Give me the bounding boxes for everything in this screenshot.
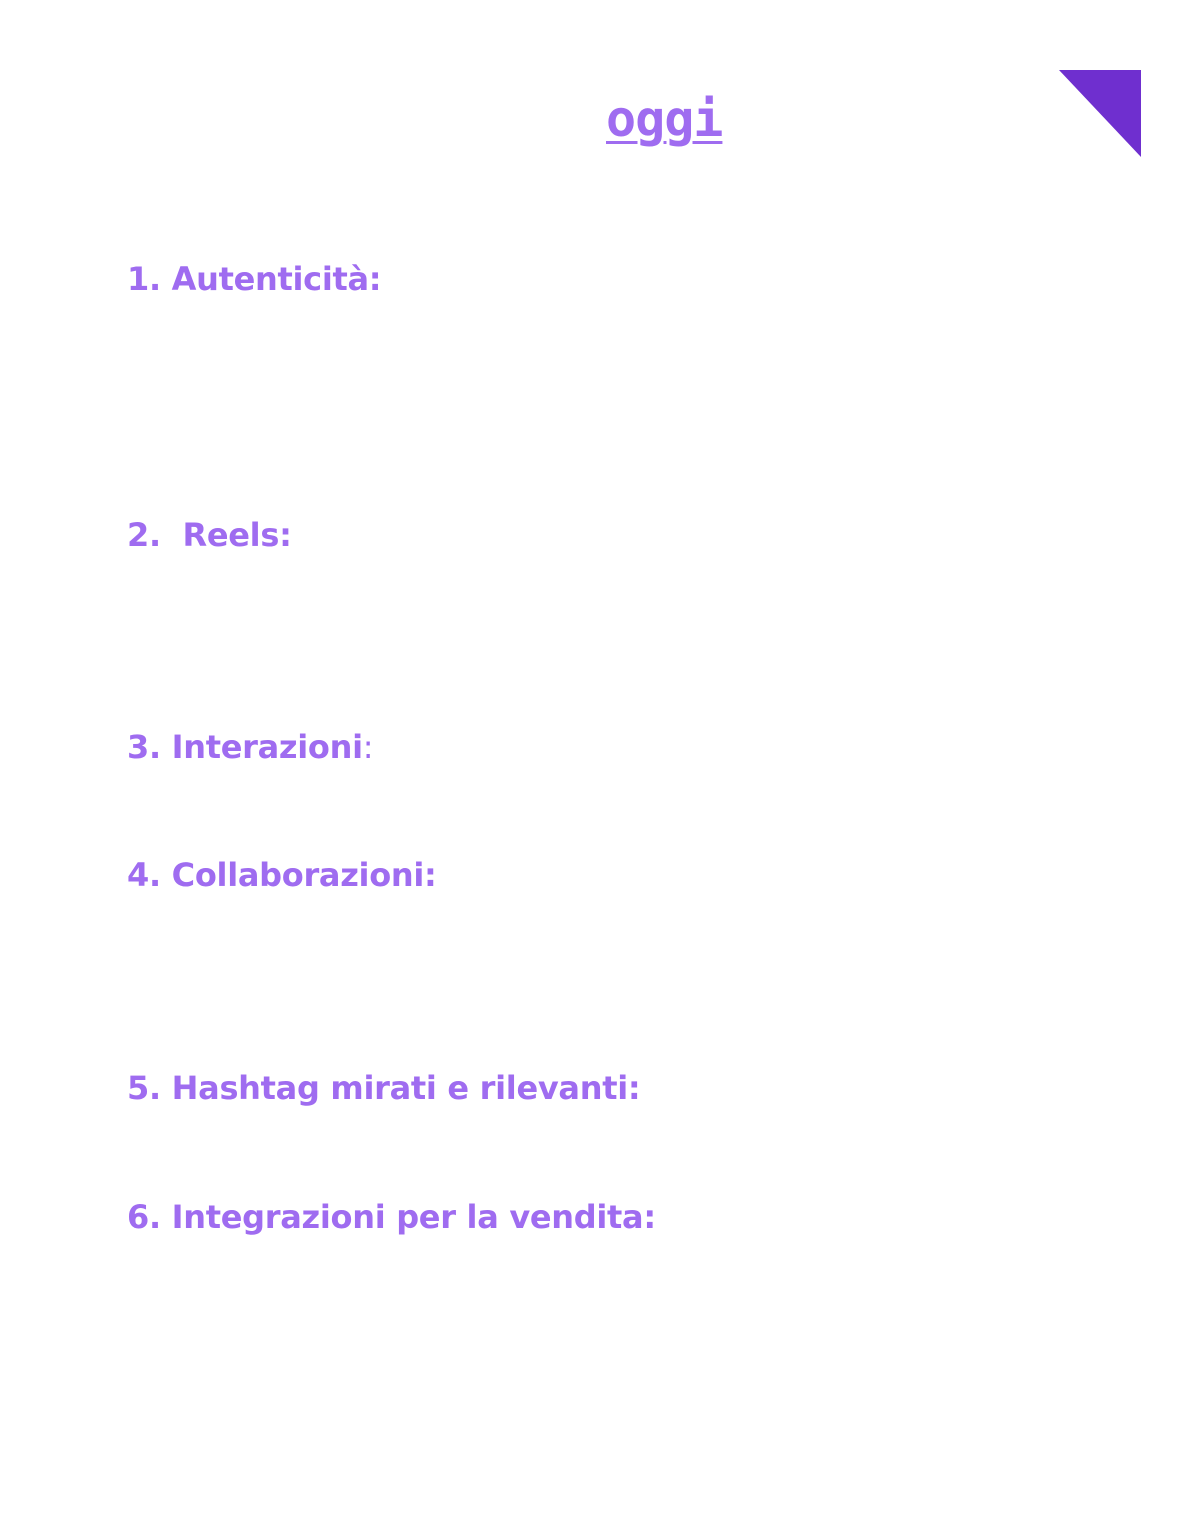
section-heading-interactions — [127, 727, 373, 767]
section-heading-interactions-label: 3. Interazioni — [127, 728, 363, 766]
section-heading-hashtags: 5. Hashtag mirati e rilevanti: — [127, 1069, 641, 1107]
section-heading-reels: 2. Reels: — [127, 516, 292, 554]
page-title: oggi — [606, 90, 723, 148]
section-heading-collaborations: 4. Collaborazioni: — [127, 856, 437, 894]
section-heading-sales-integrations: 6. Integrazioni per la vendita: — [127, 1198, 656, 1236]
triangle-shape — [1059, 70, 1141, 157]
section-heading-interactions-colon: : — [362, 728, 374, 766]
section-heading-authenticity: 1. Autenticità: — [127, 260, 382, 298]
triangle-corner-icon — [1059, 70, 1141, 157]
